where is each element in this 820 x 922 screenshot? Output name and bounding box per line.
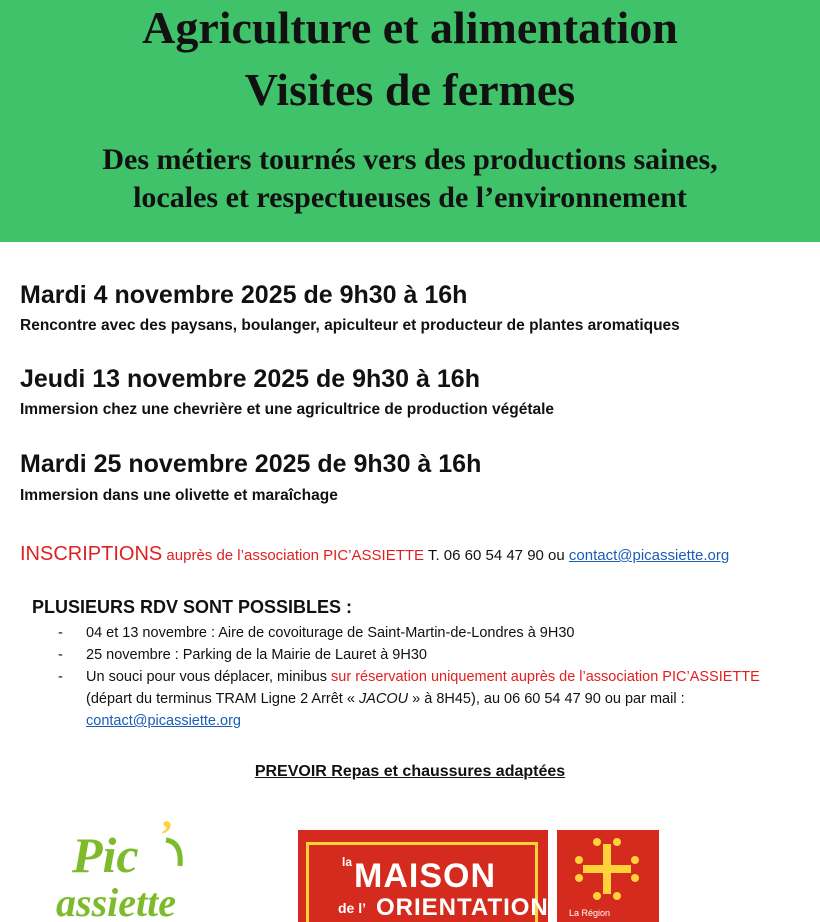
page-title-line1: Agriculture et alimentation	[142, 2, 678, 53]
logo-de-text: de l’	[338, 900, 367, 916]
rdv-item-3-red: sur réservation uniquement auprès de l’association PIC’ASSIETTE	[331, 669, 760, 685]
subtitle-line1: Des métiers tournés vers des productions saines,	[102, 143, 718, 176]
rdv-item-3-b: (départ du terminus TRAM Ligne 2 Arrêt «	[86, 691, 355, 707]
rdv-item-3-italic: JACOU	[358, 691, 409, 707]
rdv-item-3-c: » à 8H45), au 06 60 54 47 90 ou par mail :	[412, 691, 685, 707]
rdv-item-1: 04 et 13 novembre : Aire de covoiturage de Saint-Martin-de-Londres à 9H30	[86, 625, 575, 641]
rdv-list	[58, 622, 798, 732]
subtitle-line2: locales et respectueuses de l’environnement	[133, 181, 687, 214]
inscriptions-assoc: auprès de l’association PIC’ASSIETTE	[166, 547, 425, 564]
logo-apostrophe: ’	[160, 812, 174, 857]
rdv-item-3-a: Un souci pour vous déplacer, minibus	[86, 669, 327, 685]
event-date-2: Jeudi 13 novembre 2025 de 9h30 à 16h	[20, 365, 480, 393]
inscriptions-phone: T. 06 60 54 47 90 ou	[427, 547, 565, 564]
logo-orientation-text: ORIENTATION	[376, 894, 549, 921]
logo-assiette-text: assiette	[56, 880, 176, 922]
event-desc-3: Immersion dans une olivette et maraîchage	[20, 487, 338, 504]
logo-pic-text: Pic	[72, 827, 139, 883]
page-title-line2: Visites de fermes	[244, 64, 576, 115]
header-banner	[0, 0, 820, 242]
event-date-1: Mardi 4 novembre 2025 de 9h30 à 16h	[20, 281, 468, 309]
logo-la-text: la	[342, 855, 353, 869]
event-date-3: Mardi 25 novembre 2025 de 9h30 à 16h	[20, 450, 482, 478]
rdv-item-2: 25 novembre : Parking de la Mairie de Lauret à 9H30	[86, 647, 427, 663]
maison-orientation-logo	[298, 830, 548, 922]
list-item: - 25 novembre : Parking de la Mairie de Lauret à 9H30	[58, 647, 427, 663]
rdv-title: PLUSIEURS RDV SONT POSSIBLES :	[32, 597, 353, 617]
inscriptions-line	[20, 542, 729, 568]
inscriptions-label: INSCRIPTIONS	[20, 543, 163, 565]
logo-maison-text: MAISON	[354, 857, 496, 895]
logo-region-text: La Région	[569, 908, 611, 918]
prevoir-note: PREVOIR Repas et chaussures adaptées	[254, 763, 566, 780]
list-item: - Un souci pour vous déplacer, minibus sur réservation uniquement auprès de l’association PIC’ASSIETTE (départ du terminus TRAM Ligne 2 Arrêt « JACOU » à 8H45), au 06 60 54 47 90 ou par mail : contact@picassiette.org	[58, 669, 760, 729]
rdv-email-link[interactable]: contact@picassiette.org	[86, 713, 241, 729]
inscriptions-email-link[interactable]: contact@picassiette.org	[568, 547, 730, 564]
event-desc-2: Immersion chez une chevrière et une agricultrice de production végétale	[20, 401, 555, 418]
list-item: - 04 et 13 novembre : Aire de covoiturage de Saint-Martin-de-Londres à 9H30	[58, 625, 575, 641]
occitan-cross-icon	[557, 830, 659, 910]
picassiette-logo	[42, 806, 224, 922]
region-logo	[557, 830, 659, 922]
event-desc-1: Rencontre avec des paysans, boulanger, apiculteur et producteur de plantes aromatiques	[20, 317, 680, 334]
